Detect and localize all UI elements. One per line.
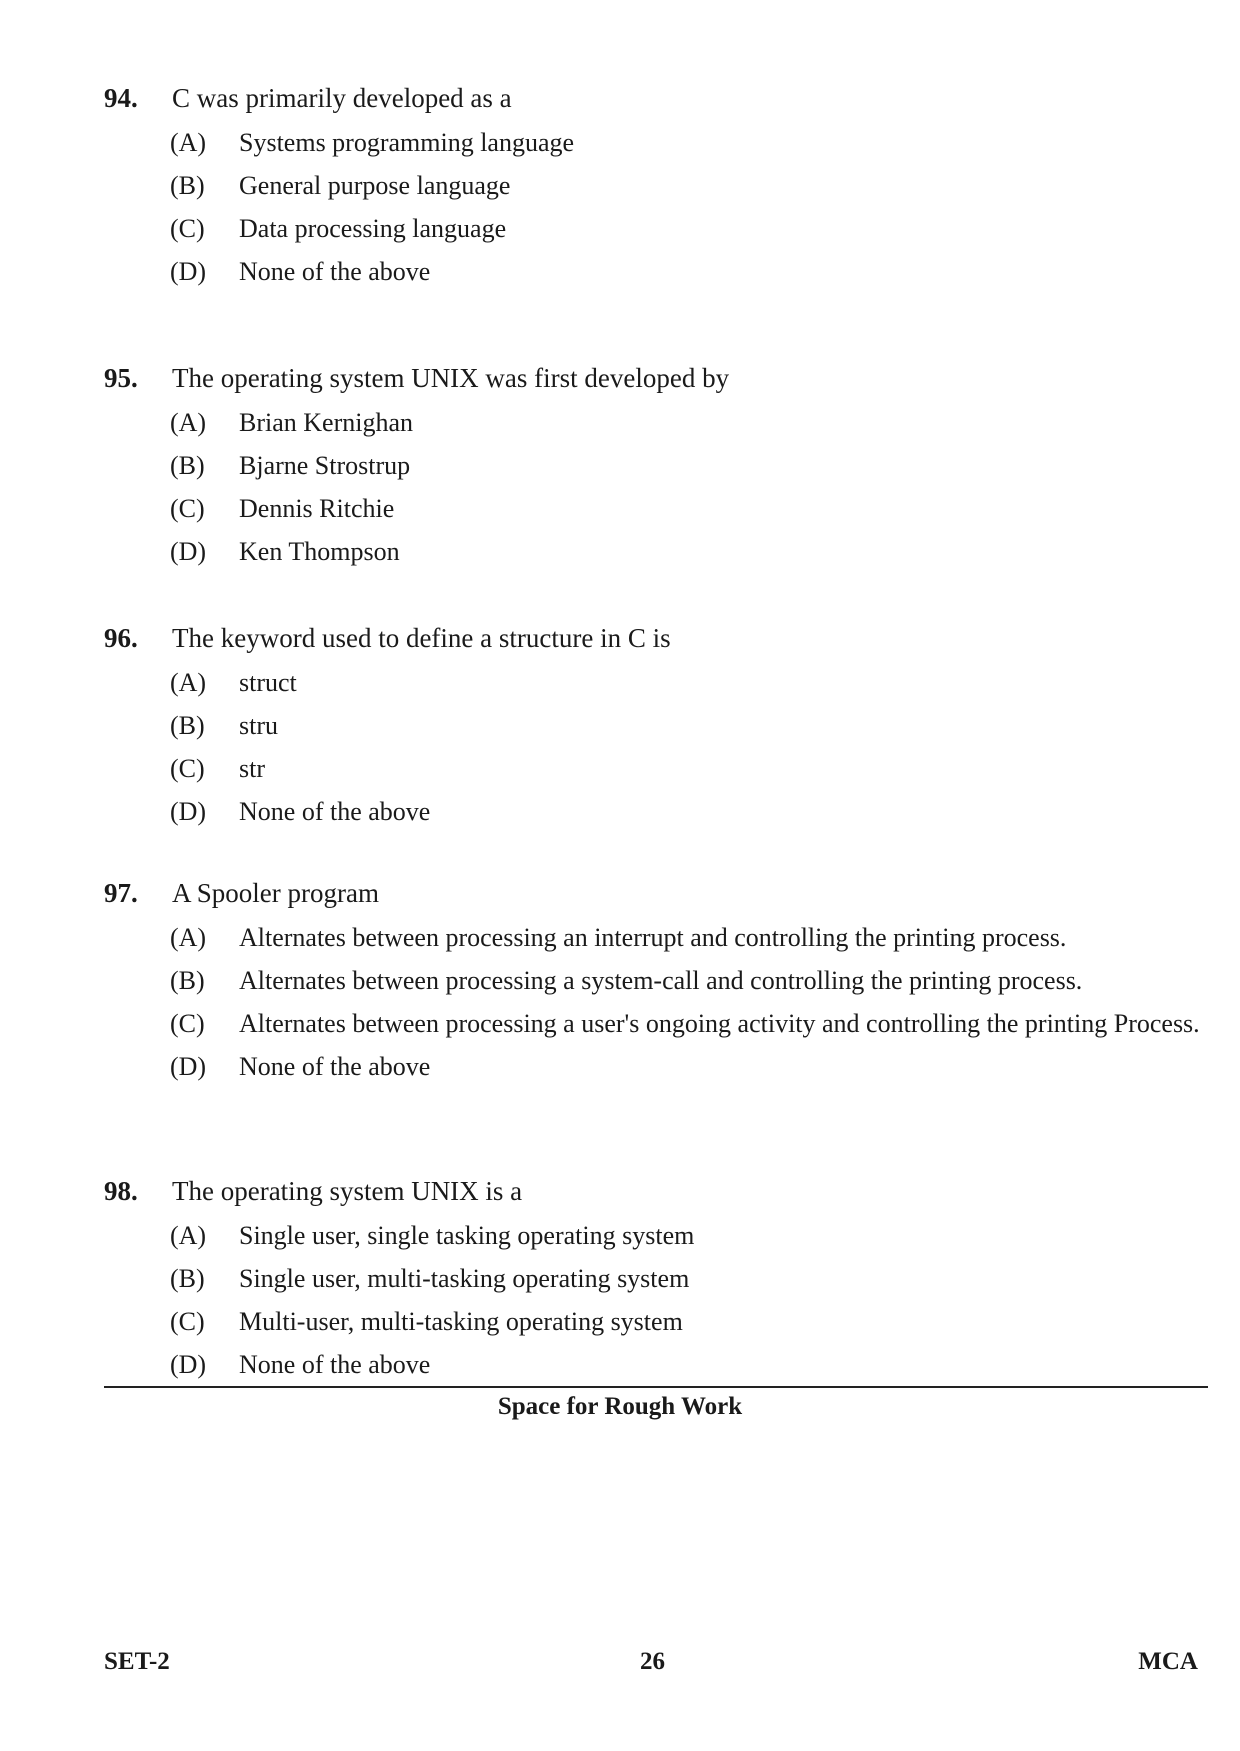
question-text: The operating system UNIX was first developed by [172,363,730,393]
question-number: 97. [104,878,138,908]
option-text: Single user, multi-tasking operating system [239,1264,690,1293]
question-text: The keyword used to define a structure in C is [172,623,671,653]
option-label: (B) [170,711,205,740]
question-stem [104,75,1204,121]
option-label: (B) [170,171,205,200]
option-label: (A) [170,1221,207,1250]
option-d [104,1343,1204,1386]
footer-page-number: 26 [640,1648,665,1675]
option-text: Ken Thompson [239,537,400,566]
question-95 [104,355,1204,573]
option-label: (C) [170,1009,205,1038]
question-97 [104,870,1204,1088]
option-text: Systems programming language [239,128,575,157]
footer-course: MCA [1138,1648,1198,1675]
question-number: 95. [104,363,138,393]
option-label: (B) [170,451,205,480]
rough-work-heading: Space for Rough Work [497,1393,743,1420]
question-text: A Spooler program [172,878,379,908]
option-b [104,444,1204,487]
option-text: Single user, single tasking operating system [239,1221,695,1250]
option-d [104,1045,1204,1088]
option-a [104,916,1204,959]
question-number: 96. [104,623,138,653]
option-b [104,164,1204,207]
option-a [104,401,1204,444]
option-label: (A) [170,128,207,157]
option-c [104,207,1204,250]
option-b [104,1257,1204,1300]
question-stem [104,355,1204,401]
option-text: str [239,754,265,783]
option-a [104,1214,1204,1257]
option-label: (C) [170,494,205,523]
option-text: Data processing language [239,214,507,243]
option-text: General purpose language [239,171,511,200]
option-c [104,1002,1204,1045]
option-label: (C) [170,1307,205,1336]
option-label: (C) [170,754,205,783]
option-text: Dennis Ritchie [239,494,395,523]
option-text: Brian Kernighan [239,408,414,437]
question-number: 94. [104,83,138,113]
question-text: C was primarily developed as a [172,83,512,113]
option-c [104,747,1204,790]
option-text: Bjarne Strostrup [239,451,411,480]
option-label: (D) [170,257,207,286]
option-a [104,661,1204,704]
question-stem [104,870,1204,916]
option-c [104,1300,1204,1343]
option-label: (A) [170,923,207,952]
option-label: (D) [170,537,207,566]
option-d [104,530,1204,573]
question-text: The operating system UNIX is a [172,1176,523,1206]
option-text: Multi-user, multi-tasking operating system [239,1307,683,1336]
option-text: Alternates between processing an interrupt and controlling the printing process. [239,923,1067,952]
option-d [104,790,1204,833]
option-text: stru [239,711,278,740]
option-label: (C) [170,214,205,243]
option-label: (D) [170,797,207,826]
option-text: None of the above [239,1350,431,1379]
question-number: 98. [104,1176,138,1206]
footer-set-code: SET-2 [104,1648,170,1675]
option-label: (A) [170,668,207,697]
question-stem [104,1168,1204,1214]
option-b [104,959,1204,1002]
option-c [104,487,1204,530]
divider-line [104,1386,1208,1388]
option-text: None of the above [239,257,431,286]
question-98 [104,1168,1204,1386]
option-label: (D) [170,1350,207,1379]
option-label: (D) [170,1052,207,1081]
option-d [104,250,1204,293]
question-96 [104,615,1204,833]
option-label: (B) [170,966,205,995]
option-a [104,121,1204,164]
option-text: struct [239,668,297,697]
option-text: None of the above [239,1052,431,1081]
option-text: Alternates between processing a system-call and controlling the printing process. [239,966,1083,995]
option-text: None of the above [239,797,431,826]
option-text: Alternates between processing a user's ongoing activity and controlling the printing Process. [239,1009,1200,1038]
option-label: (A) [170,408,207,437]
option-b [104,704,1204,747]
option-label: (B) [170,1264,205,1293]
question-94 [104,75,1204,293]
question-stem [104,615,1204,661]
